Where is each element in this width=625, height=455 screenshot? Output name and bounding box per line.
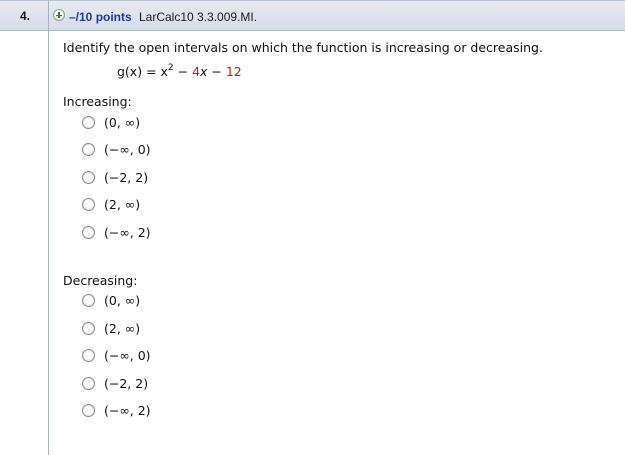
decreasing-option-4[interactable] [82, 375, 148, 391]
radio-button[interactable] [82, 143, 95, 156]
decreasing-option-3[interactable] [82, 347, 151, 363]
question-number: 4. [20, 9, 31, 23]
option-label: (2, ∞) [104, 320, 141, 336]
decreasing-option-2[interactable] [82, 320, 140, 336]
expand-plus-icon[interactable] [53, 9, 65, 21]
equation-coefficient: 4 [192, 64, 201, 80]
radio-button[interactable] [82, 226, 95, 239]
increasing-option-1[interactable] [82, 114, 140, 130]
option-label: (0, ∞) [104, 292, 141, 308]
option-label: (0, ∞) [104, 114, 141, 130]
source-reference: LarCalc10 3.3.009.MI. [139, 10, 258, 24]
equation-constant: 12 [225, 64, 242, 80]
option-label: (−2, 2) [104, 375, 149, 391]
option-label: (−∞, 2) [104, 224, 151, 240]
radio-button[interactable] [82, 404, 95, 417]
radio-button[interactable] [82, 198, 95, 211]
equation-minus-2: − [207, 64, 226, 80]
decreasing-option-1[interactable] [82, 292, 140, 308]
increasing-option-2[interactable] [82, 141, 151, 157]
option-label: (−2, 2) [104, 169, 149, 185]
decreasing-option-5[interactable] [82, 402, 151, 418]
radio-button[interactable] [82, 349, 95, 362]
radio-button[interactable] [82, 322, 95, 335]
increasing-label: Increasing: [63, 94, 132, 109]
function-equation [117, 64, 242, 79]
equation-variable: x [200, 64, 208, 80]
decreasing-label: Decreasing: [63, 273, 138, 288]
increasing-option-3[interactable] [82, 169, 148, 185]
radio-button[interactable] [82, 294, 95, 307]
option-label: (−∞, 2) [104, 402, 151, 418]
radio-button[interactable] [82, 116, 95, 129]
option-label: (−∞, 0) [104, 141, 151, 157]
question-header [0, 0, 625, 31]
option-label: (2, ∞) [104, 196, 141, 212]
radio-button[interactable] [82, 377, 95, 390]
option-label: (−∞, 0) [104, 347, 151, 363]
points-label: –/10 points [69, 10, 132, 24]
equation-minus-1: − [173, 64, 193, 80]
equation-lhs: g(x) = x [117, 64, 168, 80]
increasing-option-5[interactable] [82, 224, 151, 240]
column-divider [48, 0, 49, 455]
question-prompt: Identify the open intervals on which the function is increasing or decreasing. [63, 40, 543, 55]
increasing-option-4[interactable] [82, 196, 140, 212]
equation-exponent: 2 [167, 63, 174, 73]
radio-button[interactable] [82, 171, 95, 184]
